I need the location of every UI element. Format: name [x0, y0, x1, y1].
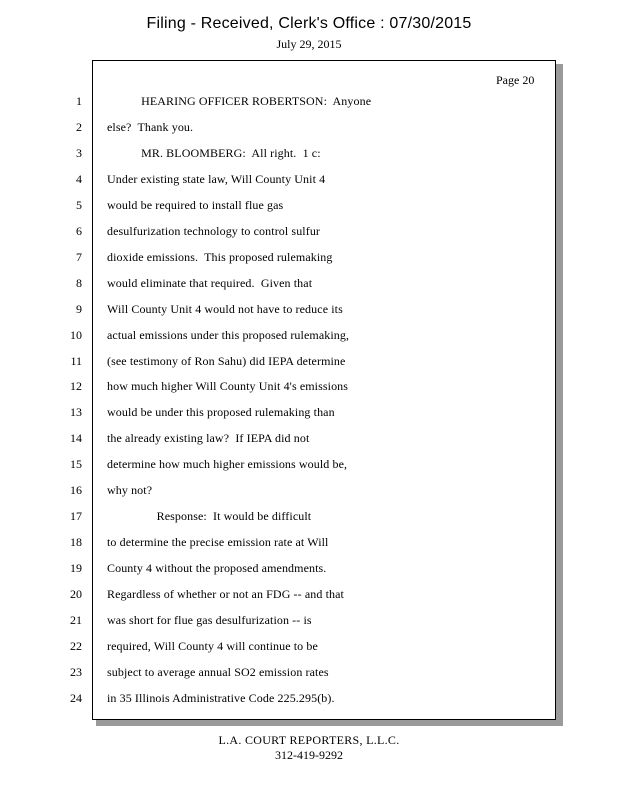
- line-number: 10: [70, 328, 82, 342]
- line-text: HEARING OFFICER ROBERTSON: Anyone: [107, 94, 372, 108]
- line-number: 17: [70, 509, 82, 523]
- line-number: 1: [76, 94, 82, 108]
- line-number: 9: [76, 302, 82, 316]
- filing-stamp: Filing - Received, Clerk's Office : 07/30/2015: [146, 15, 472, 32]
- line-number: 23: [70, 665, 82, 679]
- line-number: 8: [76, 276, 82, 290]
- line-text: County 4 without the proposed amendments.: [107, 561, 327, 575]
- line-number: 14: [70, 431, 82, 445]
- line-text: MR. BLOOMBERG: All right. 1 c:: [107, 146, 321, 160]
- reporter-name: L.A. COURT REPORTERS, L.L.C.: [218, 733, 400, 747]
- line-number: 12: [70, 379, 82, 393]
- line-text: dioxide emissions. This proposed rulemaking: [107, 250, 333, 264]
- line-text: actual emissions under this proposed rulemaking,: [107, 328, 350, 342]
- line-text: else? Thank you.: [107, 120, 194, 134]
- transcript-date: July 29, 2015: [276, 37, 342, 51]
- line-number: 7: [76, 250, 82, 264]
- line-text: required, Will County 4 will continue to be: [107, 639, 318, 653]
- reporter-phone: 312-419-9292: [275, 748, 343, 762]
- line-number: 20: [70, 587, 82, 601]
- line-text: desulfurization technology to control sulfur: [107, 224, 321, 238]
- line-text: would eliminate that required. Given that: [107, 276, 313, 290]
- line-text: (see testimony of Ron Sahu) did IEPA determine: [107, 354, 346, 368]
- line-text: Response: It would be difficult: [107, 509, 312, 523]
- line-number: 13: [70, 405, 82, 419]
- line-text: was short for flue gas desulfurization -- is: [107, 613, 312, 627]
- line-number: 22: [70, 639, 82, 653]
- line-number: 4: [76, 172, 82, 186]
- line-number: 18: [70, 535, 82, 549]
- line-number: 6: [76, 224, 82, 238]
- line-text: would be required to install flue gas: [107, 198, 284, 212]
- line-text: to determine the precise emission rate at Will: [107, 535, 329, 549]
- line-text: why not?: [107, 483, 153, 497]
- line-text: Will County Unit 4 would not have to reduce its: [107, 302, 343, 316]
- line-number: 5: [76, 198, 82, 212]
- line-number: 16: [70, 483, 82, 497]
- line-text: Under existing state law, Will County Unit 4: [107, 172, 326, 186]
- line-number: 3: [76, 146, 82, 160]
- line-text: Regardless of whether or not an FDG -- and that: [107, 587, 344, 601]
- line-text: the already existing law? If IEPA did not: [107, 431, 310, 445]
- line-text: would be under this proposed rulemaking than: [107, 405, 335, 419]
- line-number: 2: [76, 120, 82, 134]
- line-text: determine how much higher emissions would be,: [107, 457, 348, 471]
- line-number: 24: [70, 691, 82, 705]
- line-number: 15: [70, 457, 82, 471]
- line-text: in 35 Illinois Administrative Code 225.295(b).: [107, 691, 335, 705]
- line-number: 21: [70, 613, 82, 627]
- line-text: subject to average annual SO2 emission rates: [107, 665, 329, 679]
- page-number: Page 20: [496, 73, 535, 87]
- line-number: 19: [70, 561, 82, 575]
- line-text: how much higher Will County Unit 4's emissions: [107, 379, 349, 393]
- line-number: 11: [70, 354, 82, 368]
